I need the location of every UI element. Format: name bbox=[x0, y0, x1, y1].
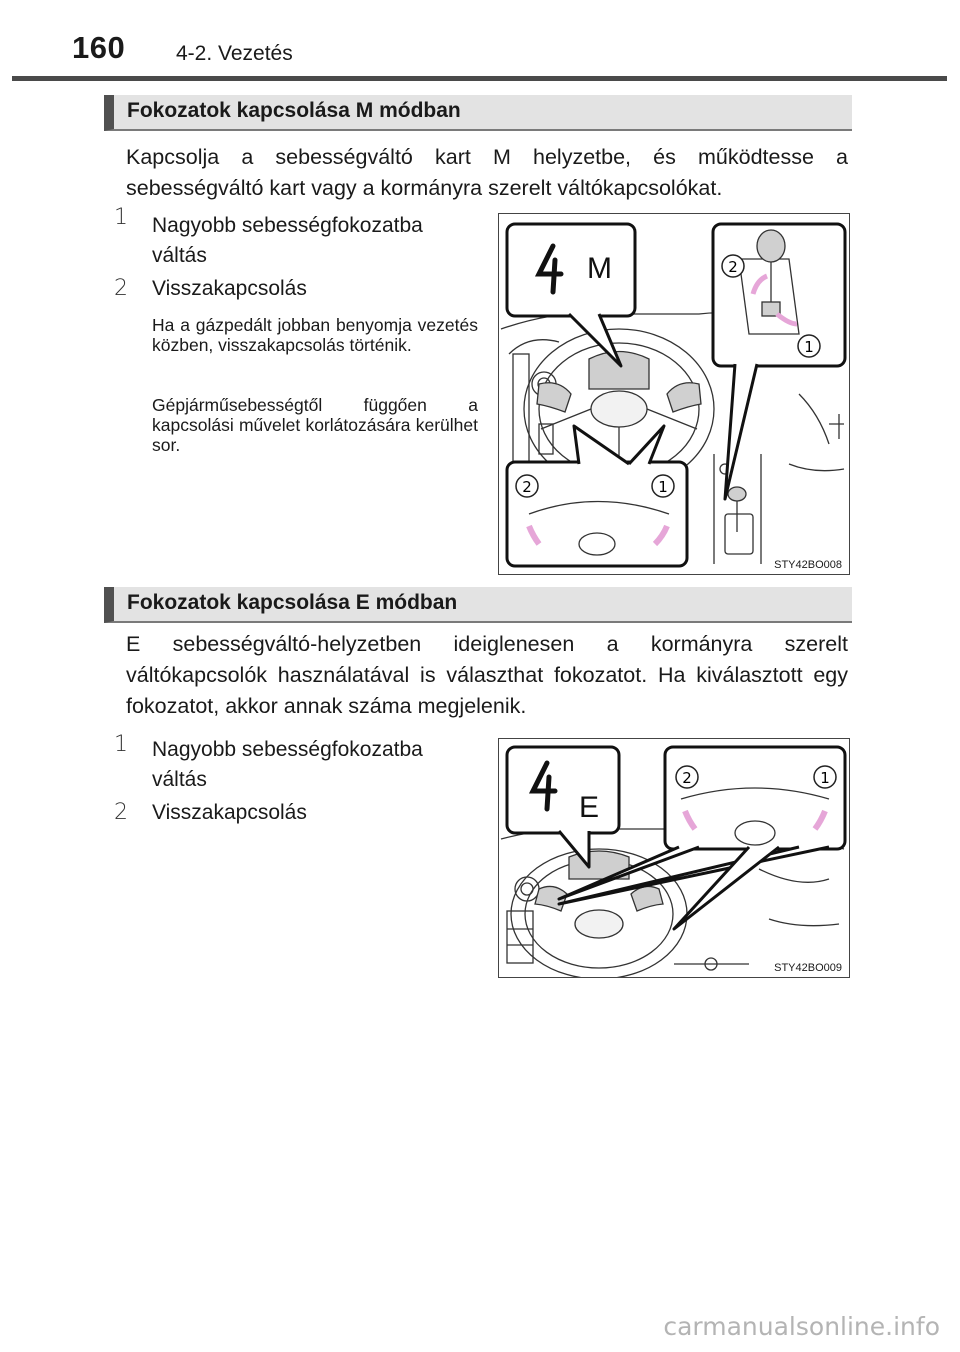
display-mode-m: M bbox=[587, 252, 612, 285]
figure-m-mode bbox=[498, 213, 850, 575]
figure-code: STY42BO009 bbox=[774, 962, 842, 974]
callout-1: 1 bbox=[820, 769, 830, 787]
section-heading-m bbox=[104, 95, 852, 131]
note-paragraph: Ha a gázpedált jobban benyomja vezetés közben, visszakapcsolás történik. bbox=[152, 315, 478, 355]
callout-2: 2 bbox=[522, 478, 532, 496]
section-m-intro: Kapcsolja a sebességváltó kart M helyzetbe, és működtesse a sebességváltó kart vagy a kormányra szerelt váltókapcsolókat. bbox=[126, 145, 848, 200]
display-mode-e: E bbox=[579, 791, 600, 824]
watermark: carmanualsonline.info bbox=[663, 1312, 940, 1341]
step-text-2: Visszakapcsolás bbox=[152, 801, 307, 824]
step-text-2: Visszakapcsolás bbox=[152, 277, 307, 300]
section-title-e: Fokozatok kapcsolása E módban bbox=[127, 591, 458, 614]
callout-2: 2 bbox=[728, 258, 738, 276]
step-number-2: 2 bbox=[114, 800, 128, 825]
section-heading-e bbox=[104, 587, 852, 623]
chapter-title: 4-2. Vezetés bbox=[176, 42, 293, 65]
section-e-intro: E sebességváltó-helyzetben ideiglenesen a kormányra szerelt váltókapcsolók használatával is választhat fokozatot. Ha kiválasztott egy fokozatot, akkor annak száma megjelenik. bbox=[126, 632, 848, 718]
section-title-m: Fokozatok kapcsolása M módban bbox=[127, 99, 461, 122]
step-number-1: 1 bbox=[114, 732, 128, 757]
step-text-1: Nagyobb sebességfokozatba váltás bbox=[152, 214, 423, 267]
figure-code: STY42BO008 bbox=[774, 559, 842, 571]
note-paragraph: Gépjárműsebességtől függően a kapcsolási művelet korlátozására kerülhet sor. bbox=[152, 395, 478, 455]
header-rule bbox=[12, 76, 947, 81]
figure-m-illustration bbox=[499, 214, 850, 575]
page-number: 160 bbox=[72, 30, 126, 65]
callout-1: 1 bbox=[658, 478, 668, 496]
figure-e-mode bbox=[498, 738, 850, 978]
figure-e-illustration bbox=[499, 739, 850, 978]
callout-1: 1 bbox=[804, 338, 814, 356]
callout-2: 2 bbox=[682, 769, 692, 787]
step-number-1: 1 bbox=[114, 205, 128, 230]
step-number-2: 2 bbox=[114, 276, 128, 301]
step-text-1: Nagyobb sebességfokozatba váltás bbox=[152, 738, 423, 791]
